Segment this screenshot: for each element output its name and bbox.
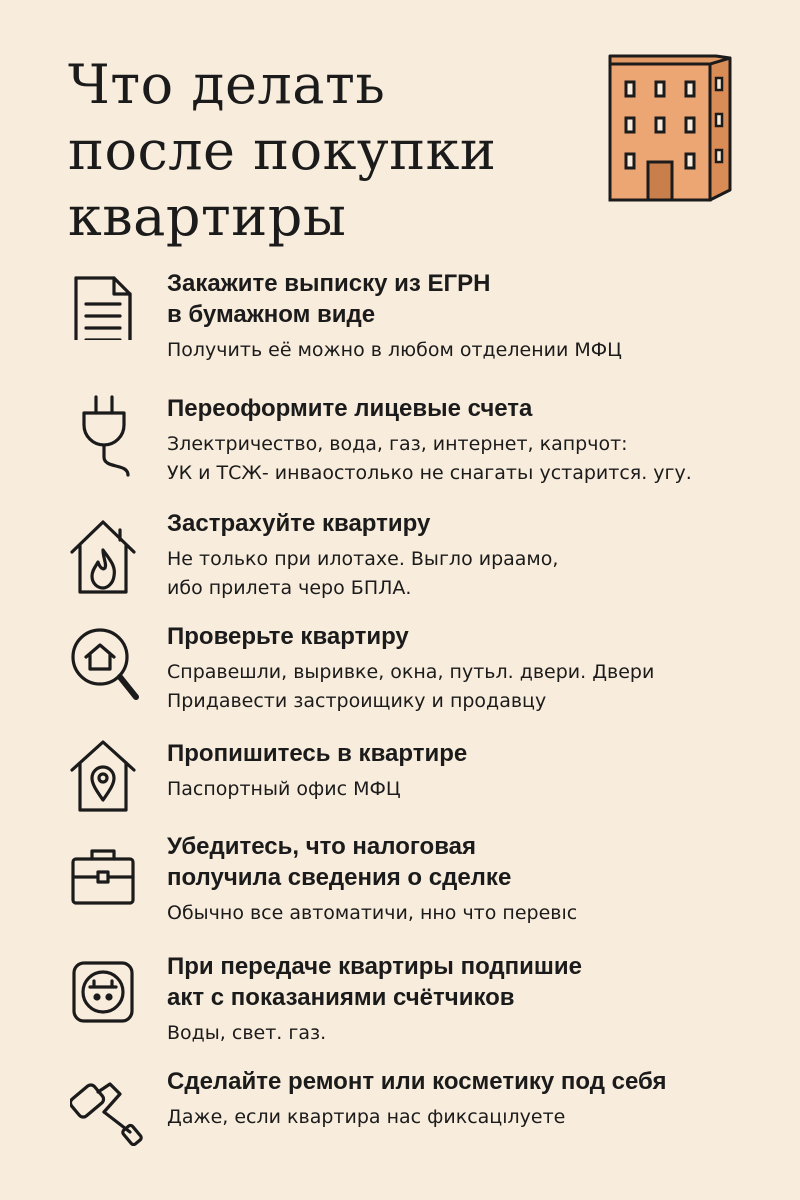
- page-title: [68, 52, 496, 250]
- item-description-line: Справешли, выривке, окна, путьл. двери. Двери: [167, 661, 655, 683]
- item-description: [167, 430, 792, 488]
- item-description-line: Паспортный офис МФЦ: [167, 778, 401, 800]
- briefcase-icon: [70, 843, 136, 909]
- item-description: [167, 899, 792, 928]
- item-title-line: в бумажном виде: [167, 301, 376, 328]
- house-location-icon: [70, 738, 136, 804]
- title-line: Что делать: [68, 53, 386, 116]
- item-title-line: Застрахуйте квартиру: [167, 510, 431, 537]
- item-title: [167, 508, 792, 539]
- item-description: [167, 545, 792, 603]
- item-description-line: Воды, свет. газ.: [167, 1022, 327, 1044]
- item-title-line: Проверьте квартиру: [167, 623, 409, 650]
- house-fire-icon: [70, 516, 136, 582]
- meter-icon: [70, 959, 136, 1025]
- item-description: [167, 336, 792, 365]
- item-description-line: Даже, если квартира нас фиксацıлуете: [167, 1106, 566, 1128]
- item-title: [167, 738, 792, 769]
- item-title: [167, 393, 792, 424]
- item-title-line: Сделайте ремонт или косметику под себя: [167, 1068, 667, 1095]
- item-title-line: Убедитесь, что налоговая: [167, 833, 476, 860]
- item-title: [167, 951, 792, 1013]
- item-description-line: Не только при илотахе. Выгло ираамо,: [167, 548, 559, 570]
- item-title-line: Закажите выписку из ЕГРН: [167, 270, 491, 297]
- item-description-line: Обычно все автоматичи, нно что перевıс: [167, 902, 578, 924]
- item-description-line: Получить её можно в любом отделении МФЦ: [167, 339, 622, 361]
- item-description: [167, 658, 792, 716]
- document-icon: [70, 274, 136, 340]
- item-title-line: Пропишитесь в квартире: [167, 740, 468, 767]
- item-title: [167, 1066, 792, 1097]
- item-description: [167, 1103, 792, 1132]
- item-description: [167, 775, 792, 804]
- item-description: [167, 1019, 792, 1048]
- item-description-line: УК и ТСЖ- инваостолько не снагатьı устарится. угу.: [167, 462, 692, 484]
- item-title-line: При передаче квартиры подпишие: [167, 953, 583, 980]
- paint-roller-icon: [70, 1068, 156, 1146]
- item-title: [167, 831, 792, 893]
- title-line: после покупки: [68, 119, 497, 182]
- item-description-line: ибо прилета черо БПЛА.: [167, 577, 412, 599]
- item-title-line: акт с показаниями счётчиков: [167, 984, 515, 1011]
- item-title: [167, 268, 792, 330]
- plug-icon: [70, 393, 136, 459]
- house-inspection-icon: [70, 625, 136, 691]
- title-line: квартиры: [68, 185, 347, 248]
- item-description-line: Придавести застроищику и продавцу: [167, 690, 547, 712]
- item-title: [167, 621, 792, 652]
- item-description-line: Злектричество, вода, газ, интернет, капрчот:: [167, 433, 628, 455]
- item-title-line: получила сведения о сделке: [167, 864, 512, 891]
- apartment-building-icon: [606, 50, 736, 205]
- item-title-line: Переоформите лицевые счета: [167, 395, 533, 422]
